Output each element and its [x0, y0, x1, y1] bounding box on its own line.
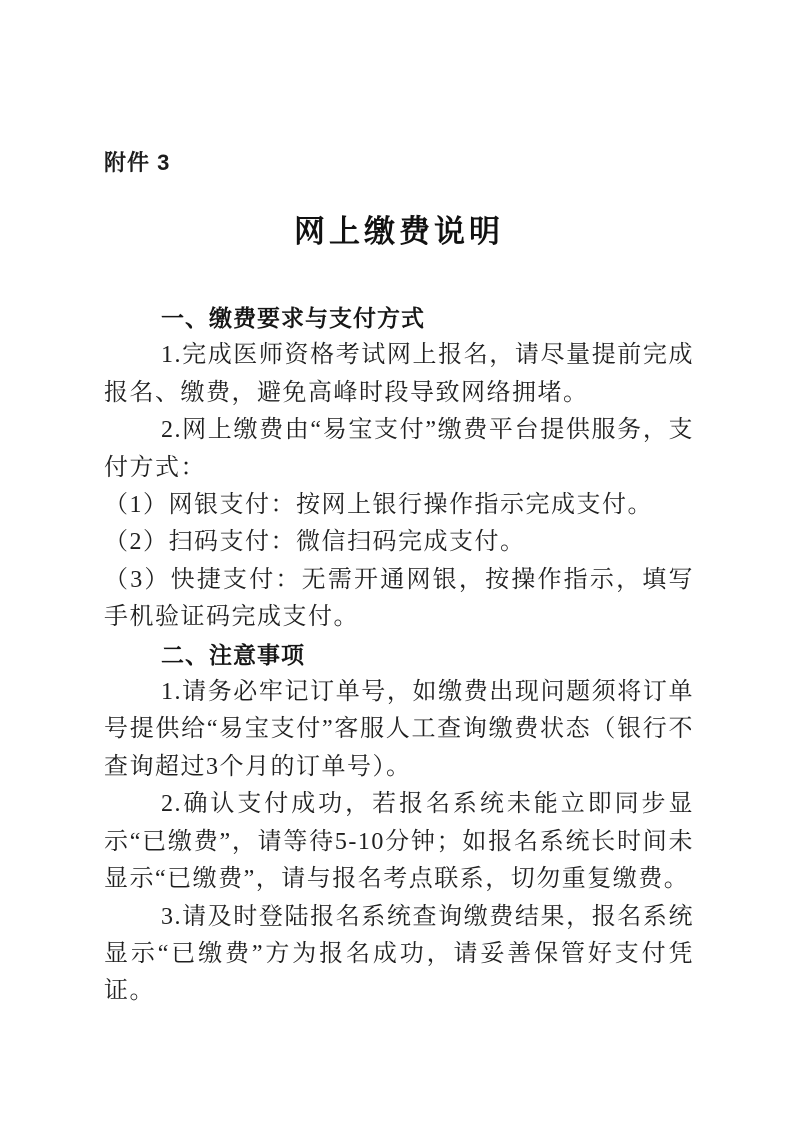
section-1-paragraph-1: 1.完成医师资格考试网上报名，请尽量提前完成报名、缴费，避免高峰时段导致网络拥堵。: [104, 342, 694, 406]
section-2-heading: 二、注意事项: [161, 641, 305, 668]
section-1-paragraph-4: （2）扫码支付：微信扫码完成支付。: [104, 529, 526, 556]
section-2-paragraph-3: 3.请及时登陆报名系统查询缴费结果，报名系统显示“已缴费”方为报名成功，请妥善保管好支付凭证。: [104, 903, 694, 1005]
document-body: [104, 300, 694, 1011]
section-1-paragraph-5: （3）快捷支付：无需开通网银，按操作指示，填写手机验证码完成支付。: [104, 566, 694, 631]
section-1-heading: 一、缴费要求与支付方式: [161, 305, 425, 331]
section-2-paragraph-2: 2.确认支付成功，若报名系统未能立即同步显示“已缴费”，请等待5-10分钟；如报名系统长时间未显示“已缴费”，请与报名考点联系，切勿重复缴费。: [104, 791, 694, 893]
document-title: 网上缴费说明: [294, 214, 504, 249]
section-1-paragraph-3: （1）网银支付：按网上银行操作指示完成支付。: [104, 492, 653, 519]
attachment-label: 附件 3: [104, 150, 171, 175]
section-2-paragraph-1: 1.请务必牢记订单号，如缴费出现问题须将订单号提供给“易宝支付”客服人工查询缴费状态（银行不查询超过3个月的订单号）。: [104, 679, 694, 780]
section-1-paragraph-2: 2.网上缴费由“易宝支付”缴费平台提供服务，支付方式：: [104, 417, 694, 481]
